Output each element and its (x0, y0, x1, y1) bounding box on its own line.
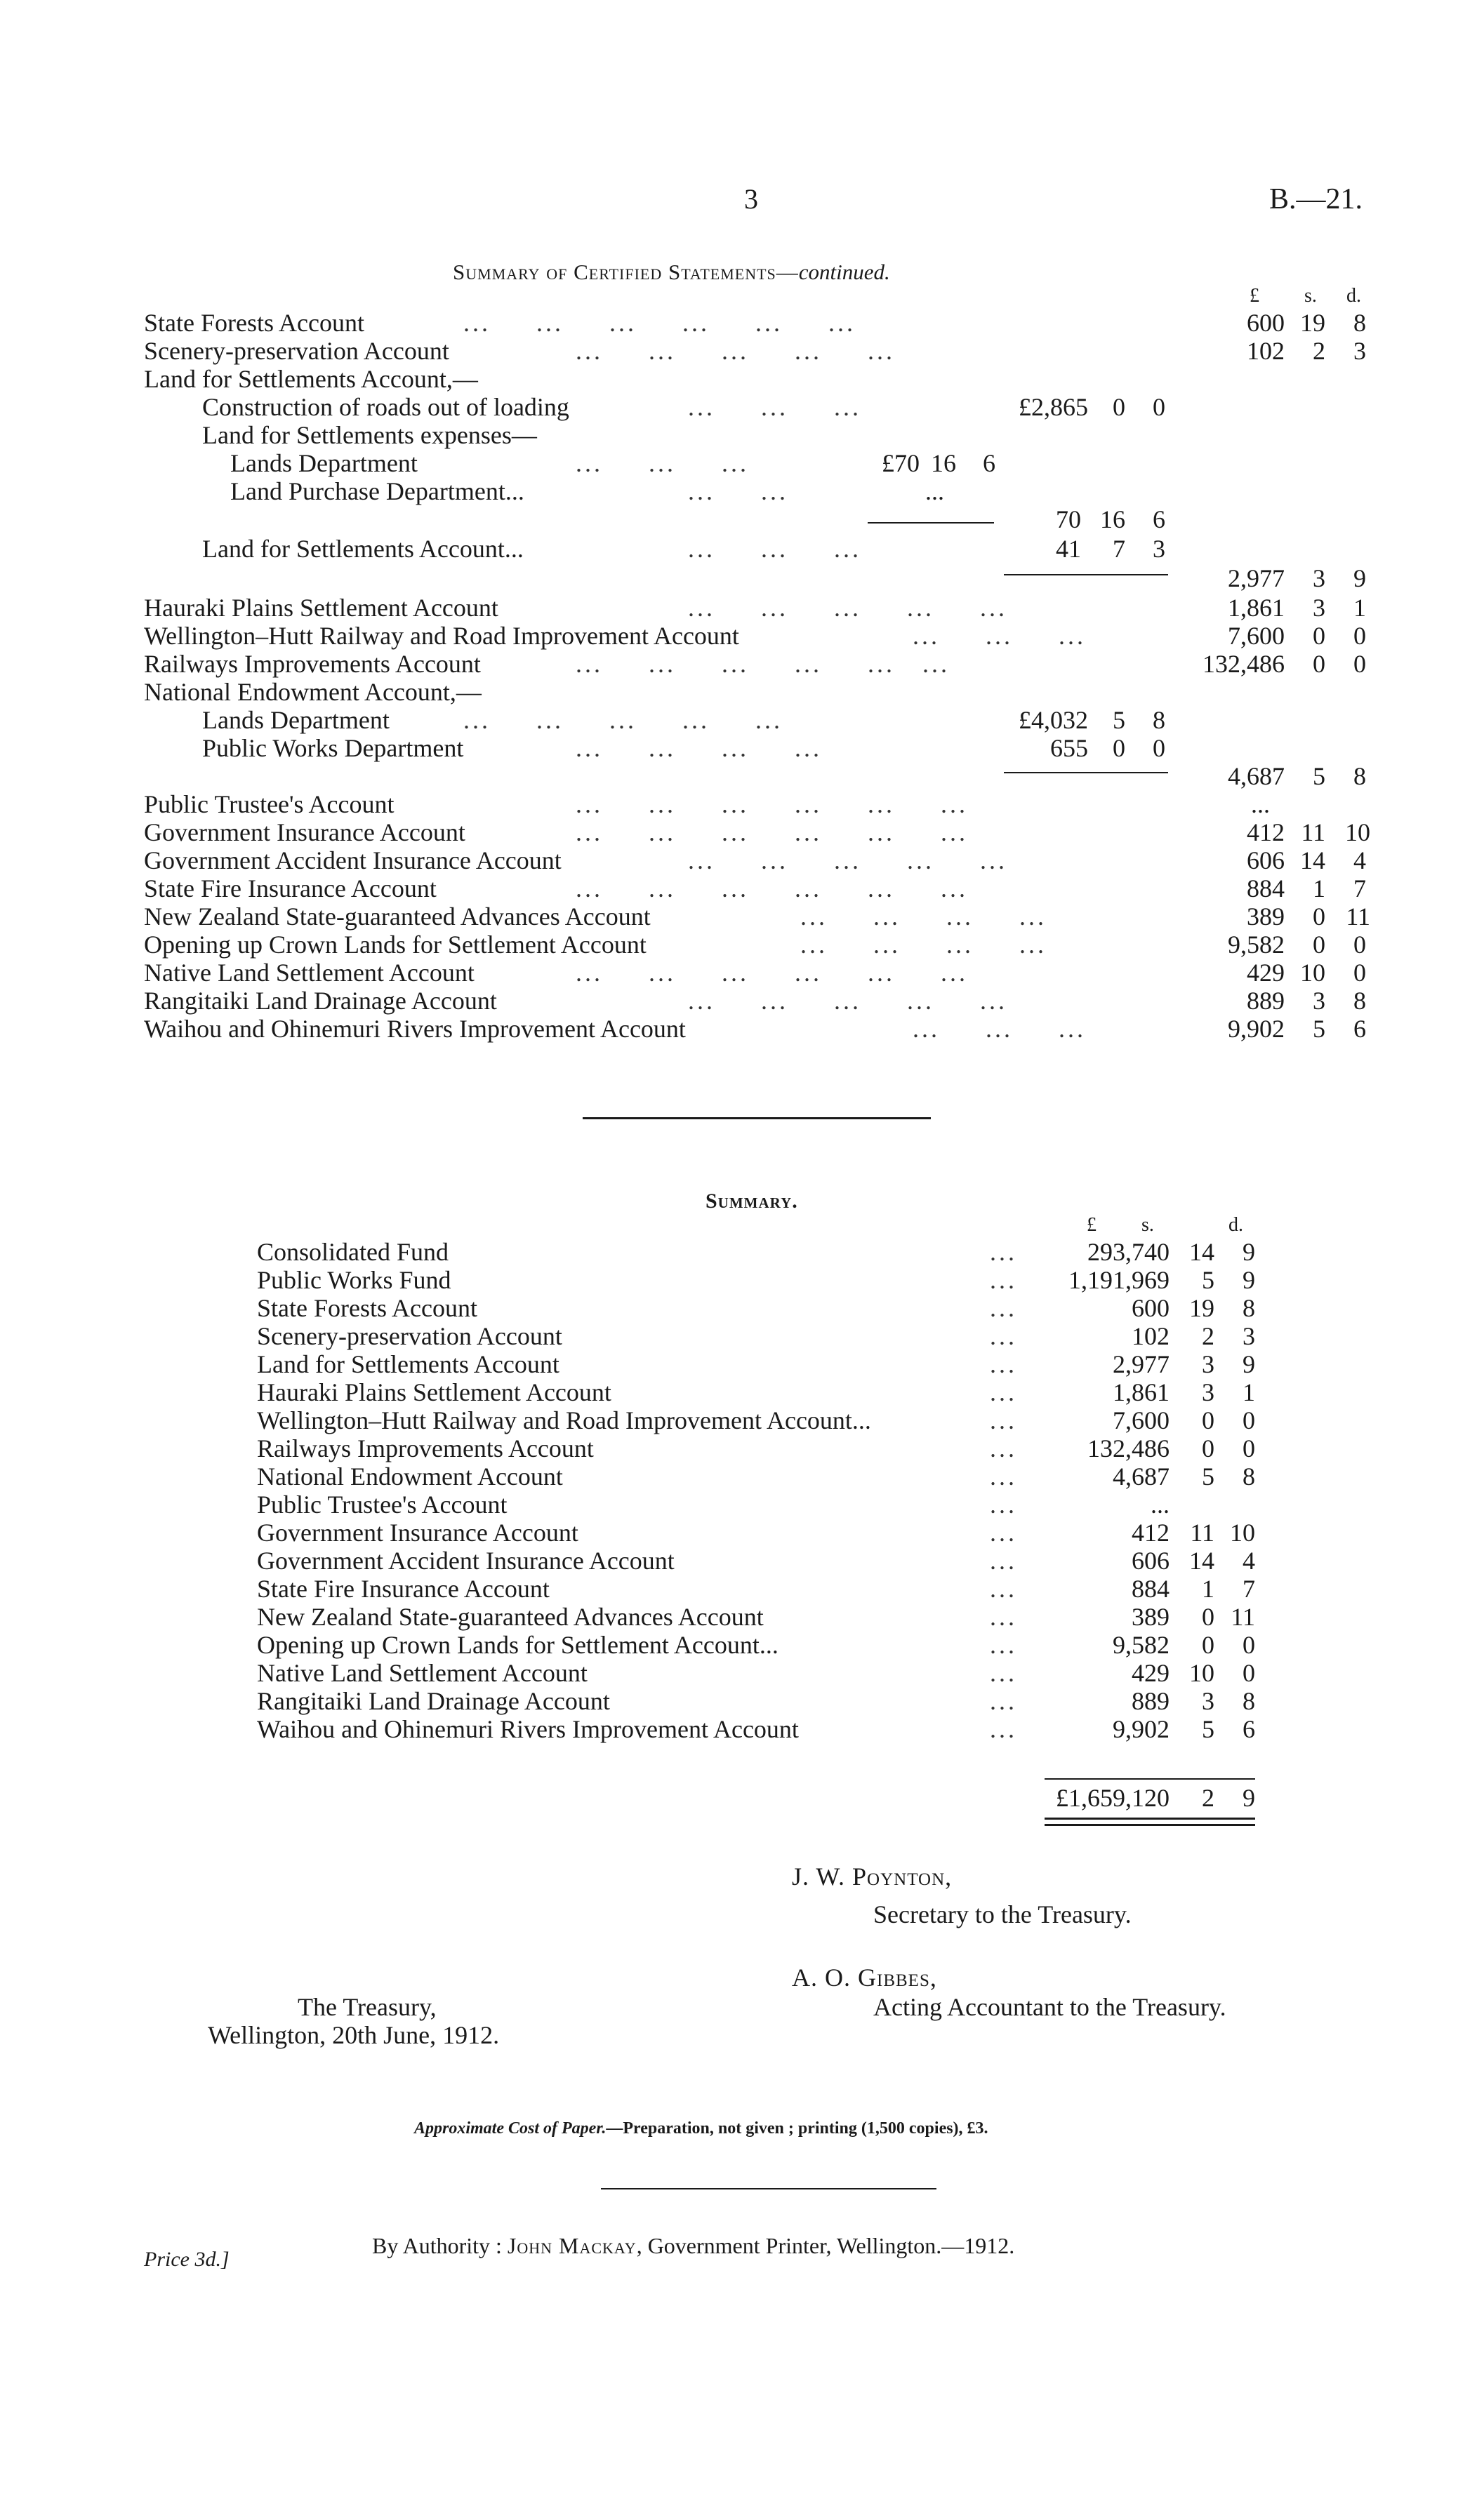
leader-dots: ... (990, 1687, 1017, 1715)
subtotal-rule (1004, 574, 1168, 575)
summary-row-shillings: 14 (1189, 1547, 1214, 1575)
summary-row-label: Public Works Fund (257, 1266, 451, 1294)
summary-total-shillings: 2 (1202, 1784, 1214, 1812)
page-number: 3 (744, 183, 758, 215)
leader-dots: ... (990, 1462, 1017, 1491)
summary-pounds-heading: £ (1087, 1214, 1097, 1236)
leader-dots: ... (990, 1547, 1017, 1575)
leader-dots: ... (990, 1266, 1017, 1294)
summary-row-shillings: 1 (1202, 1575, 1214, 1603)
summary-row-shillings: 19 (1189, 1294, 1214, 1322)
lfs-total-pounds: 2,977 (1228, 564, 1285, 592)
native-land-shillings: 10 (1300, 959, 1325, 987)
summary-row-pounds: 429 (1132, 1659, 1170, 1687)
scenery-label: Scenery-preservation Account (144, 337, 449, 365)
lfs-account-pence: 3 (1153, 535, 1165, 563)
leader-dots: ... ... ... (913, 622, 1086, 650)
wellington-hutt-pounds: 7,600 (1228, 622, 1285, 650)
summary-row-pounds: 4,687 (1113, 1462, 1170, 1491)
summary-row-pounds: 9,582 (1113, 1631, 1170, 1659)
summary-row-label: Consolidated Fund (257, 1238, 449, 1266)
summary-row-label: Wellington–Hutt Railway and Road Improvement Account... (257, 1406, 871, 1434)
leader-dots: ... ... (688, 477, 788, 505)
summary-row-shillings: 5 (1202, 1715, 1214, 1743)
crown-lands-pence: 0 (1353, 931, 1366, 959)
summary-row-label: Land for Settlements Account (257, 1350, 559, 1378)
summary-row-pounds: 884 (1132, 1575, 1170, 1603)
ne-header: National Endowment Account,— (144, 678, 482, 706)
summary-row-pence: 8 (1243, 1294, 1255, 1322)
place-line-1: The Treasury, (298, 1993, 437, 2021)
summary-row-pence: 3 (1243, 1322, 1255, 1350)
leader-dots: ... ... ... (688, 535, 861, 563)
summary-row-pence: 7 (1243, 1575, 1255, 1603)
ne-public-works-amount: 655 (1050, 734, 1088, 762)
leader-dots: ... ... ... ... (576, 734, 822, 762)
page-title (453, 258, 890, 286)
state-forests-label: State Forests Account (144, 309, 364, 337)
signatory-2-name-text: A. O. Gibbes, (792, 1964, 937, 1992)
ne-total-pounds: 4,687 (1228, 762, 1285, 790)
native-land-pounds: 429 (1247, 959, 1285, 987)
signatory-2-name (792, 1964, 937, 1992)
footer-rule (601, 2188, 936, 2189)
leader-dots: ... ... ... ... ... ... (576, 874, 968, 902)
lfs-lands-dept-pence: 6 (983, 449, 995, 477)
public-trustee-pounds: ... (1251, 790, 1270, 818)
imprint (372, 2232, 1014, 2260)
leader-dots: ... (990, 1519, 1017, 1547)
scenery-pounds: 102 (1247, 337, 1285, 365)
subtotal-rule (1004, 772, 1168, 773)
nz-advances-pounds: 389 (1247, 902, 1285, 931)
gov-accident-label: Government Accident Insurance Account (144, 846, 562, 874)
state-fire-pence: 7 (1353, 874, 1366, 902)
rangitaiki-pence: 8 (1353, 987, 1366, 1015)
lfs-expenses-total-amount: 70 (1056, 505, 1081, 533)
lfs-roads-amount: £2,865 (1019, 393, 1088, 421)
leader-dots: ... ... ... ... ... (688, 846, 1007, 874)
lfs-lands-dept-label: Lands Department (230, 449, 418, 477)
leader-dots: ... (990, 1575, 1017, 1603)
summary-row-pence: 0 (1243, 1406, 1255, 1434)
summary-row-shillings: 0 (1202, 1603, 1214, 1631)
leader-dots: ... (990, 1238, 1017, 1266)
gov-insurance-pence: 10 (1345, 818, 1370, 846)
lfs-expenses-header: Land for Settlements expenses— (202, 421, 537, 449)
summary-row-pounds: 7,600 (1113, 1406, 1170, 1434)
leader-dots: ... (990, 1491, 1017, 1519)
waihou-pounds: 9,902 (1228, 1015, 1285, 1043)
leader-dots: ... ... ... (576, 449, 749, 477)
cost-note-text: —Preparation, not given ; printing (1,500 copies), £3. (606, 2119, 988, 2138)
summary-row-pounds: 9,902 (1113, 1715, 1170, 1743)
summary-row-pounds: 132,486 (1087, 1434, 1170, 1462)
rangitaiki-label: Rangitaiki Land Drainage Account (144, 987, 497, 1015)
wellington-hutt-label: Wellington–Hutt Railway and Road Improvement Account (144, 622, 739, 650)
summary-row-shillings: 5 (1202, 1462, 1214, 1491)
native-land-label: Native Land Settlement Account (144, 959, 475, 987)
ne-public-works-shillings: 0 (1113, 734, 1125, 762)
leader-dots: ... ... ... ... ... (576, 337, 895, 365)
leader-dots: ... ... ... ... ... (688, 594, 1007, 622)
hauraki-pence: 1 (1353, 594, 1366, 622)
wellington-hutt-shillings: 0 (1313, 622, 1325, 650)
gov-insurance-shillings: 11 (1301, 818, 1325, 846)
lfs-total-pence: 9 (1353, 564, 1366, 592)
summary-row-label: Public Trustee's Account (257, 1491, 508, 1519)
lfs-land-purchase-amount: ... (925, 477, 944, 505)
summary-row-shillings: 0 (1202, 1631, 1214, 1659)
pence-heading: d. (1346, 285, 1361, 307)
summary-row-label: State Fire Insurance Account (257, 1575, 550, 1603)
summary-row-pounds: 606 (1132, 1547, 1170, 1575)
leader-dots: ... ... ... ... ... ... (576, 818, 968, 846)
summary-row-pence: 0 (1243, 1631, 1255, 1659)
crown-lands-label: Opening up Crown Lands for Settlement Account (144, 931, 647, 959)
summary-row-shillings: 5 (1202, 1266, 1214, 1294)
hauraki-shillings: 3 (1313, 594, 1325, 622)
summary-total-rule (1045, 1778, 1255, 1780)
leader-dots: ... (990, 1715, 1017, 1743)
crown-lands-pounds: 9,582 (1228, 931, 1285, 959)
rangitaiki-pounds: 889 (1247, 987, 1285, 1015)
summary-row-pence: 8 (1243, 1687, 1255, 1715)
summary-shillings-heading: s. (1141, 1214, 1154, 1236)
summary-row-pence: 0 (1243, 1434, 1255, 1462)
state-fire-shillings: 1 (1313, 874, 1325, 902)
lfs-header: Land for Settlements Account,— (144, 365, 478, 393)
summary-row-label: Government Accident Insurance Account (257, 1547, 675, 1575)
summary-row-pence: 0 (1243, 1659, 1255, 1687)
summary-row-shillings: 14 (1189, 1238, 1214, 1266)
summary-row-label: Native Land Settlement Account (257, 1659, 588, 1687)
railways-pounds: 132,486 (1203, 650, 1285, 678)
leader-dots: ... ... ... ... ... ... (576, 790, 968, 818)
signatory-2-title: Acting Accountant to the Treasury. (873, 1993, 1226, 2021)
summary-row-pounds: 102 (1132, 1322, 1170, 1350)
ne-lands-amount: £4,032 (1019, 706, 1088, 734)
price: Price 3d.] (144, 2248, 230, 2271)
state-forests-pence: 8 (1353, 309, 1366, 337)
summary-row-pence: 11 (1231, 1603, 1255, 1631)
public-trustee-label: Public Trustee's Account (144, 790, 395, 818)
title-italic: continued. (798, 260, 890, 284)
gov-insurance-label: Government Insurance Account (144, 818, 465, 846)
waihou-shillings: 5 (1313, 1015, 1325, 1043)
summary-row-pounds: 293,740 (1087, 1238, 1170, 1266)
lfs-roads-pence: 0 (1153, 393, 1165, 421)
summary-row-pence: 6 (1243, 1715, 1255, 1743)
leader-dots: ... ... ... ... (800, 931, 1047, 959)
nz-advances-label: New Zealand State-guaranteed Advances Account (144, 902, 651, 931)
lfs-roads-label: Construction of roads out of loading (202, 393, 569, 421)
cost-note (414, 2119, 988, 2138)
gov-accident-pence: 4 (1353, 846, 1366, 874)
summary-row-label: Hauraki Plains Settlement Account (257, 1378, 611, 1406)
lfs-lands-dept-amount: £70 (882, 449, 920, 477)
ne-public-works-pence: 0 (1153, 734, 1165, 762)
summary-row-label: State Forests Account (257, 1294, 477, 1322)
native-land-pence: 0 (1353, 959, 1366, 987)
gov-insurance-pounds: 412 (1247, 818, 1285, 846)
hauraki-pounds: 1,861 (1228, 594, 1285, 622)
summary-row-pounds: 889 (1132, 1687, 1170, 1715)
summary-row-label: Railways Improvements Account (257, 1434, 594, 1462)
lfs-expenses-total-shillings: 16 (1100, 505, 1125, 533)
leader-dots: ... (990, 1350, 1017, 1378)
title-main: Summary of Certified Statements— (453, 260, 799, 284)
leader-dots: ... ... ... ... ... ... (576, 959, 968, 987)
summary-row-pence: 9 (1243, 1238, 1255, 1266)
summary-row-pounds: ... (1151, 1491, 1170, 1519)
summary-row-pounds: 600 (1132, 1294, 1170, 1322)
summary-title: Summary. (705, 1189, 798, 1213)
leader-dots: ... (990, 1378, 1017, 1406)
lfs-roads-shillings: 0 (1113, 393, 1125, 421)
ne-lands-shillings: 5 (1113, 706, 1125, 734)
leader-dots: ... (990, 1631, 1017, 1659)
lfs-total-shillings: 3 (1313, 564, 1325, 592)
summary-row-shillings: 2 (1202, 1322, 1214, 1350)
crown-lands-shillings: 0 (1313, 931, 1325, 959)
summary-double-rule (1045, 1824, 1255, 1826)
wellington-hutt-pence: 0 (1353, 622, 1366, 650)
state-forests-shillings: 19 (1300, 309, 1325, 337)
summary-row-pounds: 389 (1132, 1603, 1170, 1631)
summary-row-shillings: 0 (1202, 1434, 1214, 1462)
summary-row-shillings: 0 (1202, 1406, 1214, 1434)
leader-dots: ... (990, 1294, 1017, 1322)
summary-row-pounds: 1,861 (1113, 1378, 1170, 1406)
lfs-account-shillings: 7 (1113, 535, 1125, 563)
state-fire-label: State Fire Insurance Account (144, 874, 437, 902)
summary-row-label: Scenery-preservation Account (257, 1322, 562, 1350)
waihou-label: Waihou and Ohinemuri Rivers Improvement Account (144, 1015, 686, 1043)
signatory-1-name (792, 1862, 952, 1891)
leader-dots: ... ... ... ... ... (463, 706, 783, 734)
ne-total-shillings: 5 (1313, 762, 1325, 790)
section-divider (583, 1117, 931, 1119)
summary-pence-heading: d. (1228, 1214, 1243, 1236)
leader-dots: ... (990, 1406, 1017, 1434)
summary-total-pence: 9 (1243, 1784, 1255, 1812)
leader-dots: ... (990, 1322, 1017, 1350)
railways-label: Railways Improvements Account (144, 650, 481, 678)
leader-dots: ... ... ... (913, 1015, 1086, 1043)
imprint-printer: John Mackay (507, 2233, 637, 2258)
summary-total-pounds: £1,659,120 (1056, 1784, 1170, 1812)
signatory-1-title: Secretary to the Treasury. (873, 1900, 1132, 1928)
lfs-account-label: Land for Settlements Account... (202, 535, 524, 563)
state-forests-pounds: 600 (1247, 309, 1285, 337)
lfs-account-amount: 41 (1056, 535, 1081, 563)
summary-row-shillings: 11 (1190, 1519, 1214, 1547)
leader-dots: ... ... ... ... ... ... (463, 309, 856, 337)
pounds-heading: £ (1250, 285, 1259, 307)
gov-accident-pounds: 606 (1247, 846, 1285, 874)
nz-advances-shillings: 0 (1313, 902, 1325, 931)
shillings-heading: s. (1304, 285, 1317, 307)
leader-dots: ... (990, 1434, 1017, 1462)
lfs-expenses-total-pence: 6 (1153, 505, 1165, 533)
leader-dots: ... ... ... ... (800, 902, 1047, 931)
ne-public-works-label: Public Works Department (202, 734, 464, 762)
summary-row-shillings: 10 (1189, 1659, 1214, 1687)
cost-note-label: Approximate Cost of Paper. (414, 2119, 607, 2138)
summary-row-pounds: 2,977 (1113, 1350, 1170, 1378)
waihou-pence: 6 (1353, 1015, 1366, 1043)
summary-row-label: Rangitaiki Land Drainage Account (257, 1687, 610, 1715)
imprint-prefix: By Authority : (372, 2233, 508, 2258)
summary-row-label: Waihou and Ohinemuri Rivers Improvement Account (257, 1715, 799, 1743)
railways-shillings: 0 (1313, 650, 1325, 678)
summary-row-pounds: 412 (1132, 1519, 1170, 1547)
subtotal-rule (868, 522, 994, 524)
lfs-land-purchase-label: Land Purchase Department... (230, 477, 524, 505)
summary-row-pence: 9 (1243, 1266, 1255, 1294)
leader-dots: ... ... ... ... ... ... (576, 650, 950, 678)
leader-dots: ... ... ... ... ... (688, 987, 1007, 1015)
nz-advances-pence: 11 (1346, 902, 1370, 931)
summary-row-label: National Endowment Account (257, 1462, 563, 1491)
leader-dots: ... (990, 1603, 1017, 1631)
summary-row-pence: 10 (1230, 1519, 1255, 1547)
scenery-pence: 3 (1353, 337, 1366, 365)
summary-row-shillings: 3 (1202, 1378, 1214, 1406)
place-line-2: Wellington, 20th June, 1912. (208, 2021, 500, 2049)
summary-row-label: New Zealand State-guaranteed Advances Account (257, 1603, 764, 1631)
leader-dots: ... ... ... (688, 393, 861, 421)
ne-total-pence: 8 (1353, 762, 1366, 790)
lfs-lands-dept-shillings: 16 (931, 449, 956, 477)
signatory-1-name-text: J. W. Poynton, (792, 1862, 953, 1891)
summary-row-pounds: 1,191,969 (1068, 1266, 1170, 1294)
imprint-suffix: , Government Printer, Wellington.—1912. (636, 2233, 1015, 2258)
summary-row-label: Opening up Crown Lands for Settlement Account... (257, 1631, 779, 1659)
gov-accident-shillings: 14 (1300, 846, 1325, 874)
scenery-shillings: 2 (1313, 337, 1325, 365)
ne-lands-label: Lands Department (202, 706, 390, 734)
summary-row-shillings: 3 (1202, 1687, 1214, 1715)
summary-row-pence: 4 (1243, 1547, 1255, 1575)
state-fire-pounds: 884 (1247, 874, 1285, 902)
summary-double-rule (1045, 1818, 1255, 1820)
leader-dots: ... (990, 1659, 1017, 1687)
summary-row-shillings: 3 (1202, 1350, 1214, 1378)
railways-pence: 0 (1353, 650, 1366, 678)
summary-row-pence: 8 (1243, 1462, 1255, 1491)
summary-row-label: Government Insurance Account (257, 1519, 578, 1547)
hauraki-label: Hauraki Plains Settlement Account (144, 594, 498, 622)
summary-row-pence: 1 (1243, 1378, 1255, 1406)
rangitaiki-shillings: 3 (1313, 987, 1325, 1015)
summary-row-pence: 9 (1243, 1350, 1255, 1378)
document-reference: B.—21. (1269, 183, 1363, 215)
ne-lands-pence: 8 (1153, 706, 1165, 734)
